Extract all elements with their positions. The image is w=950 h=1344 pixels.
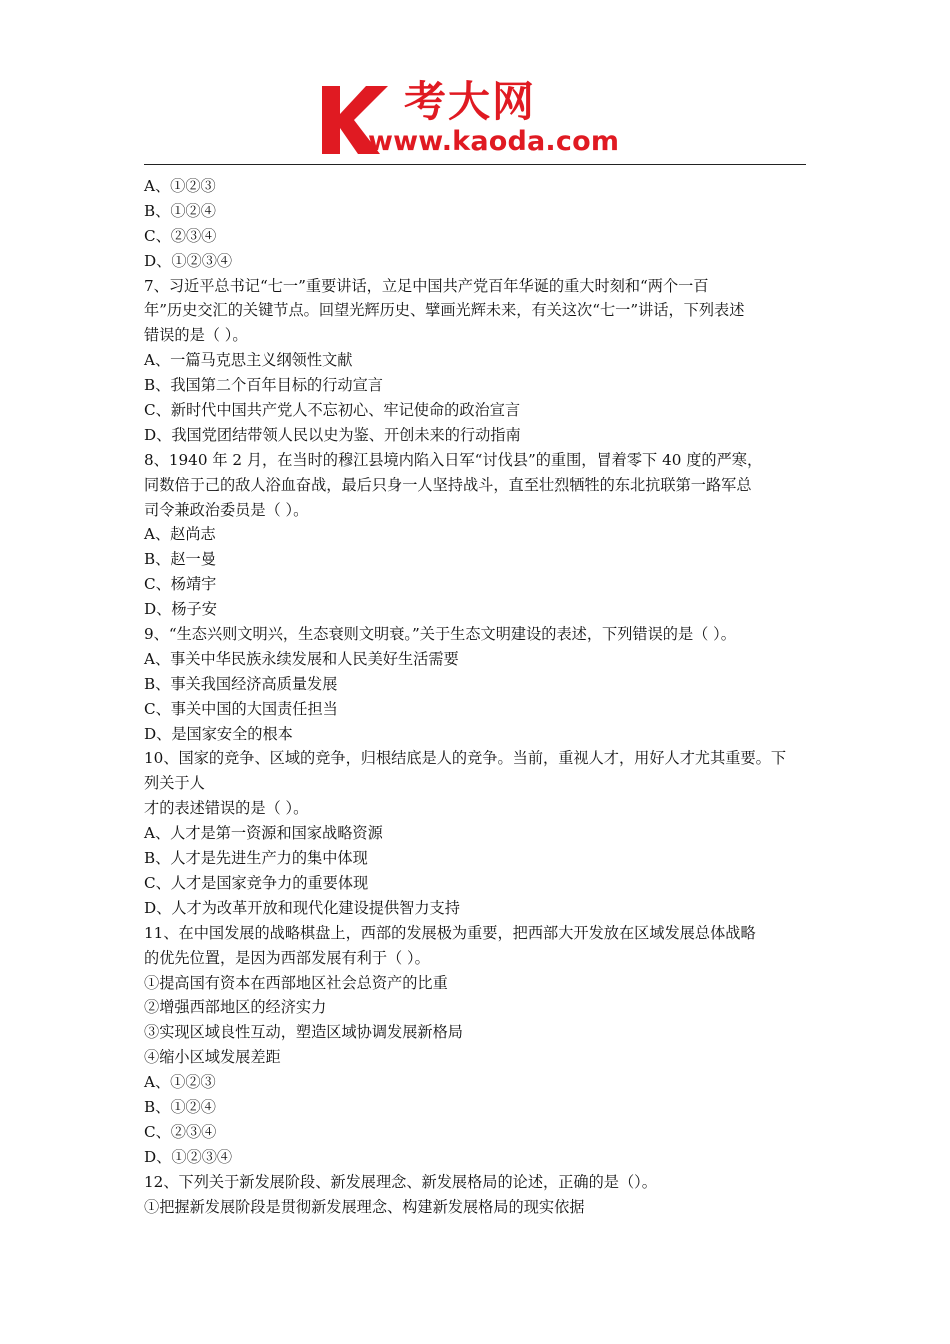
text-line: ①把握新发展阶段是贯彻新发展理念、构建新发展格局的现实依据 (144, 1197, 585, 1216)
text-line: B、①②④ (144, 1097, 216, 1116)
text-line: B、①②④ (144, 201, 216, 220)
text-line: A、事关中华民族永续发展和人民美好生活需要 (144, 649, 459, 668)
text-line: 12、下列关于新发展阶段、新发展理念、新发展格局的论述，正确的是（）。 (144, 1172, 657, 1191)
text-line: D、我国党团结带领人民以史为鉴、开创未来的行动指南 (144, 425, 521, 444)
logo-url-text: www.kaoda.com (368, 126, 620, 157)
text-line: 列关于人 (144, 774, 205, 793)
text-line: A、赵尚志 (144, 525, 216, 544)
text-line: 错误的是（ ）。 (144, 326, 248, 345)
text-line: 7、习近平总书记“七一”重要讲话，立足中国共产党百年华诞的重大时刻和“两个一百 (144, 276, 709, 295)
text-line: ②增强西部地区的经济实力 (144, 998, 327, 1017)
text-line: 年”历史交汇的关键节点。回望光辉历史、擘画光辉未来，有关这次“七一”讲话，下列表述 (144, 301, 745, 320)
text-line: C、新时代中国共产党人不忘初心、牢记使命的政治宣言 (144, 401, 521, 420)
text-line: A、①②③ (144, 1073, 216, 1092)
text-line: D、是国家安全的根本 (144, 724, 293, 743)
logo-brand-text: 考大网 (404, 77, 537, 126)
document-body (144, 174, 808, 1219)
text-line: 的优先位置，是因为西部发展有利于（ ）。 (144, 948, 430, 967)
text-line: B、人才是先进生产力的集中体现 (144, 849, 368, 868)
text-line: D、①②③④ (144, 1147, 233, 1166)
text-line: B、赵一曼 (144, 550, 216, 569)
text-line: ③实现区域良性互动，塑造区域协调发展新格局 (144, 1023, 463, 1042)
kaoda-logo (318, 77, 638, 160)
header-divider (144, 164, 806, 165)
text-line: 司令兼政治委员是（ ）。 (144, 500, 309, 519)
text-line: 11、在中国发展的战略棋盘上，西部的发展极为重要，把西部大开发放在区域发展总体战略 (144, 923, 756, 942)
text-line: C、人才是国家竞争力的重要体现 (144, 873, 369, 892)
text-line: C、②③④ (144, 226, 217, 245)
text-line: 才的表述错误的是（ ）。 (144, 799, 309, 818)
text-line: 8、1940 年 2 月，在当时的穆江县境内陷入日军“讨伐县”的重围，冒着零下 40 度的严寒， (144, 450, 763, 469)
text-line: D、人才为改革开放和现代化建设提供智力支持 (144, 898, 460, 917)
text-line: ④缩小区域发展差距 (144, 1048, 281, 1067)
text-line: D、①②③④ (144, 251, 233, 270)
text-line: C、②③④ (144, 1122, 217, 1141)
text-line: C、杨靖宇 (144, 575, 217, 594)
text-line: 同数倍于己的敌人浴血奋战，最后只身一人坚持战斗，直至壮烈牺牲的东北抗联第一路军总 (144, 475, 752, 494)
text-line: C、事关中国的大国责任担当 (144, 699, 338, 718)
text-line: D、杨子安 (144, 600, 217, 619)
text-line: 10、国家的竞争、区域的竞争，归根结底是人的竞争。当前，重视人才，用好人才尤其重要。下 (144, 749, 787, 768)
text-line: ①提高国有资本在西部地区社会总资产的比重 (144, 973, 448, 992)
text-line: A、①②③ (144, 177, 216, 195)
text-line: B、我国第二个百年目标的行动宣言 (144, 376, 383, 395)
text-line: 9、“生态兴则文明兴，生态衰则文明衰。”关于生态文明建设的表述，下列错误的是（ ）。 (144, 625, 736, 644)
text-line: A、人才是第一资源和国家战略资源 (144, 824, 383, 843)
text-line: A、一篇马克思主义纲领性文献 (144, 351, 353, 370)
text-line: B、事关我国经济高质量发展 (144, 674, 338, 693)
